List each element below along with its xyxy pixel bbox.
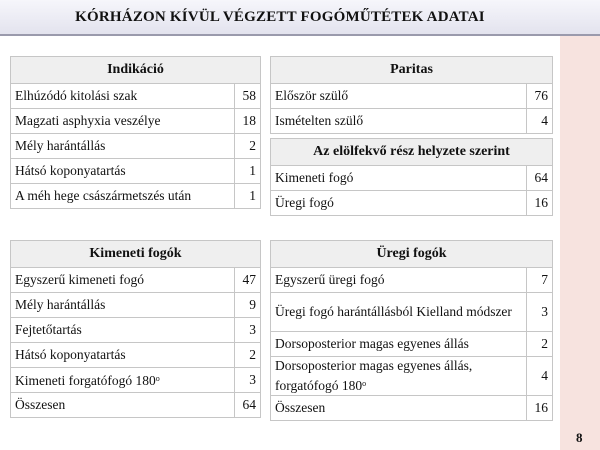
row-label-text: Kimeneti forgatófogó 180 xyxy=(15,373,156,388)
elolfekvo-table xyxy=(270,138,553,216)
table-row xyxy=(271,268,553,293)
row-value: 3 xyxy=(235,318,261,343)
row-value: 4 xyxy=(527,109,553,134)
row-value: 2 xyxy=(235,134,261,159)
row-value: 1 xyxy=(235,159,261,184)
row-label: Fejtetőtartás xyxy=(11,318,235,343)
table-row xyxy=(271,84,553,109)
row-label xyxy=(11,368,235,393)
table-row xyxy=(271,332,553,357)
total-value: 16 xyxy=(527,396,553,421)
row-value: 64 xyxy=(527,166,553,191)
kimeneti-table xyxy=(10,240,261,418)
table-row xyxy=(271,109,553,134)
row-label: Mély harántállás xyxy=(11,134,235,159)
row-label: Ismételten szülő xyxy=(271,109,527,134)
table-row xyxy=(11,268,261,293)
page-number: 8 xyxy=(576,430,583,445)
row-label: Dorsoposterior magas egyenes állás xyxy=(271,332,527,357)
degree-superscript: o xyxy=(155,374,160,383)
table-row xyxy=(11,318,261,343)
row-value: 76 xyxy=(527,84,553,109)
total-row xyxy=(11,393,261,418)
row-value: 7 xyxy=(527,268,553,293)
total-value: 64 xyxy=(235,393,261,418)
uregi-table xyxy=(270,240,553,421)
row-value: 2 xyxy=(527,332,553,357)
indikacio-table xyxy=(10,56,261,209)
row-value: 3 xyxy=(527,293,553,332)
table-row xyxy=(11,109,261,134)
table-row xyxy=(11,293,261,318)
table-row xyxy=(271,191,553,216)
row-label-text: Dorsoposterior magas egyenes állás, forgatófogó 180 xyxy=(275,358,473,393)
table-row xyxy=(11,343,261,368)
row-value: 18 xyxy=(235,109,261,134)
paritas-header: Paritas xyxy=(271,57,553,84)
table-row xyxy=(11,184,261,209)
row-value: 4 xyxy=(527,357,553,396)
degree-superscript: o xyxy=(362,379,367,388)
row-label xyxy=(271,357,527,396)
row-label: Egyszerű kimeneti fogó xyxy=(11,268,235,293)
row-label: Üregi fogó harántállásból Kielland módszer xyxy=(271,293,527,332)
table-row xyxy=(11,159,261,184)
total-row xyxy=(271,396,553,421)
row-value: 16 xyxy=(527,191,553,216)
row-label: Először szülő xyxy=(271,84,527,109)
paritas-table xyxy=(270,56,553,134)
row-label: Elhúzódó kitolási szak xyxy=(11,84,235,109)
row-value: 58 xyxy=(235,84,261,109)
table-row xyxy=(271,357,553,396)
total-label: Összesen xyxy=(11,393,235,418)
table-row xyxy=(271,293,553,332)
row-value: 2 xyxy=(235,343,261,368)
total-label: Összesen xyxy=(271,396,527,421)
page-title: KÓRHÁZON KÍVÜL VÉGZETT FOGÓMŰTÉTEK ADATAI xyxy=(75,9,485,25)
row-label: Hátsó koponyatartás xyxy=(11,159,235,184)
indikacio-header: Indikáció xyxy=(11,57,261,84)
table-row xyxy=(11,134,261,159)
row-label: A méh hege császármetszés után xyxy=(11,184,235,209)
row-value: 47 xyxy=(235,268,261,293)
row-value: 3 xyxy=(235,368,261,393)
table-row xyxy=(11,84,261,109)
row-label: Mély harántállás xyxy=(11,293,235,318)
kimeneti-header: Kimeneti fogók xyxy=(11,241,261,268)
elolfekvo-header: Az elölfekvő rész helyzete szerint xyxy=(271,139,553,166)
row-value: 1 xyxy=(235,184,261,209)
table-row xyxy=(11,368,261,393)
row-label: Üregi fogó xyxy=(271,191,527,216)
row-label: Hátsó koponyatartás xyxy=(11,343,235,368)
row-label: Egyszerű üregi fogó xyxy=(271,268,527,293)
side-strip xyxy=(560,36,600,450)
row-label: Kimeneti fogó xyxy=(271,166,527,191)
table-row xyxy=(271,166,553,191)
row-value: 9 xyxy=(235,293,261,318)
row-label: Magzati asphyxia veszélye xyxy=(11,109,235,134)
uregi-header: Üregi fogók xyxy=(271,241,553,268)
